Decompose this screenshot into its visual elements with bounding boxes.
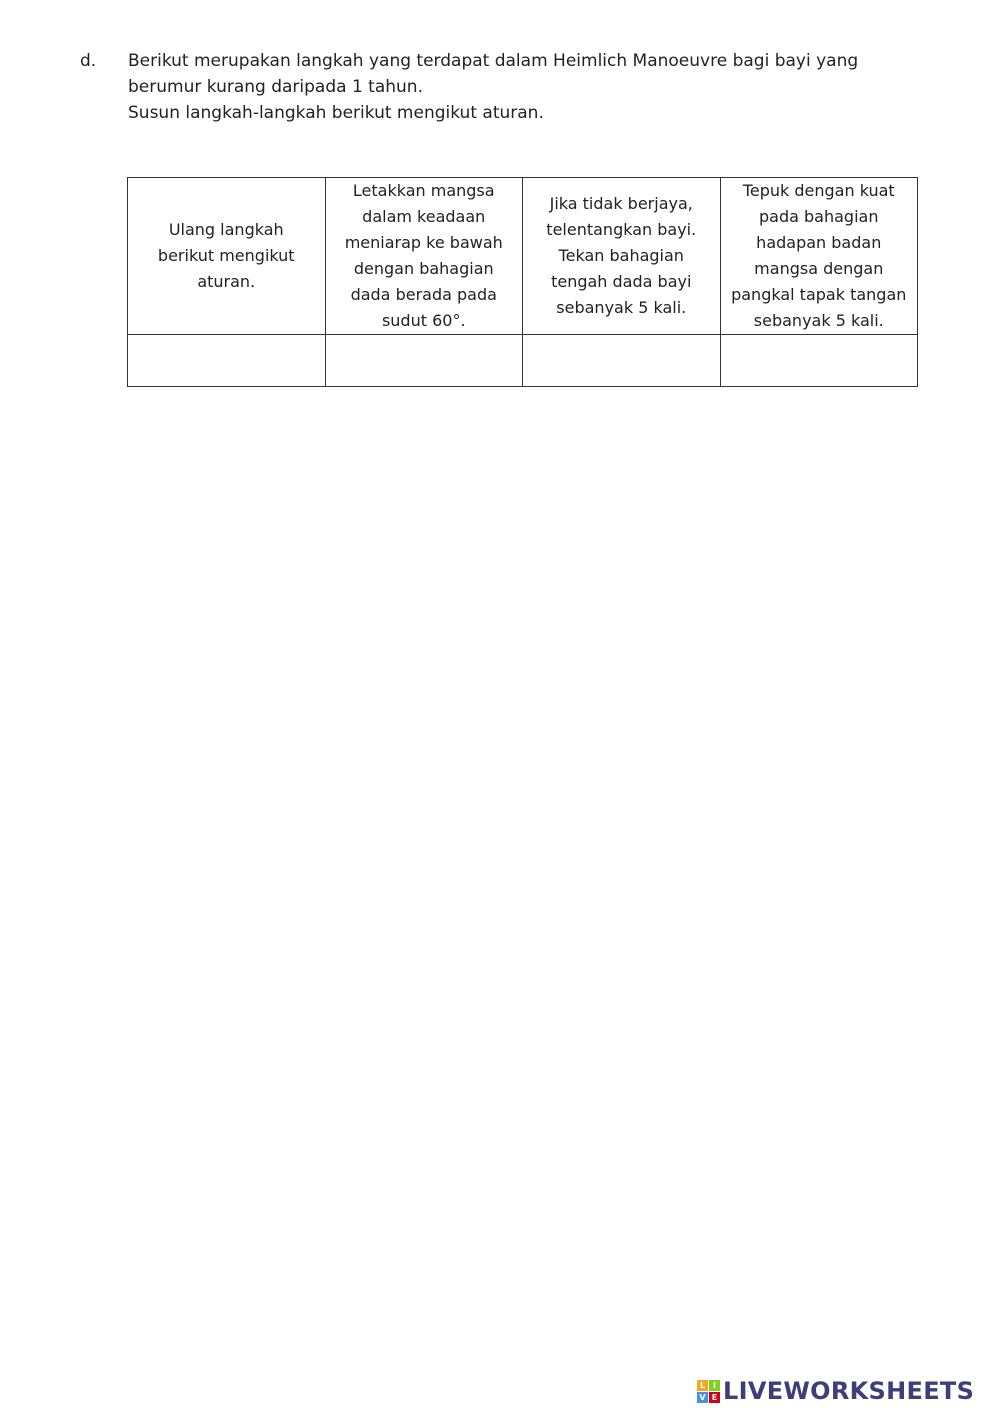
step-text-line: aturan. [197, 272, 256, 291]
step-text-line: dada berada pada [350, 285, 497, 304]
question-line: Berikut merupakan langkah yang terdapat dalam Heimlich Manoeuvre bagi bayi yang [128, 51, 859, 71]
step-text-line: pada bahagian [759, 207, 879, 226]
step-text-line: sebanyak 5 kali. [556, 298, 687, 317]
answer-cell-3 [523, 335, 721, 387]
step-text-line: tengah dada bayi [551, 272, 692, 291]
step-text-line: sudut 60°. [381, 311, 466, 330]
answer-cell-1 [128, 335, 326, 387]
step-cell-4 [720, 178, 918, 335]
steps-row [128, 178, 918, 335]
step-text-line: telentangkan bayi. [546, 220, 697, 239]
steps-table [127, 177, 918, 387]
question-line: berumur kurang daripada 1 tahun. [128, 77, 423, 97]
question-text [128, 48, 898, 126]
logo-mark-letter: E [709, 1392, 720, 1403]
step-cell-2 [325, 178, 523, 335]
step-text-line: Jika tidak berjaya, [549, 194, 693, 213]
step-cell-1 [128, 178, 326, 335]
answer-input-1[interactable] [132, 335, 321, 386]
answer-input-2[interactable] [330, 335, 519, 386]
step-text-line: Tekan bahagian [558, 246, 684, 265]
step-text-line: pangkal tapak tangan [731, 285, 907, 304]
answer-cell-4 [720, 335, 918, 387]
step-text-line: hadapan badan [756, 233, 882, 252]
step-cell-3 [523, 178, 721, 335]
answer-input-3[interactable] [527, 335, 716, 386]
logo-mark-letter: L [697, 1380, 708, 1391]
step-text-line: meniarap ke bawah [344, 233, 503, 252]
question-letter: d. [80, 51, 97, 71]
step-text-line: Tepuk dengan kuat [742, 181, 895, 200]
logo-text: LIVEWORKSHEETS [723, 1377, 975, 1405]
logo-mark-letter: V [697, 1392, 708, 1403]
step-text-line: dalam keadaan [362, 207, 486, 226]
step-text-line: berikut mengikut [157, 246, 295, 265]
answer-row [128, 335, 918, 387]
step-text-line: Ulang langkah [168, 220, 284, 239]
step-text-line: dengan bahagian [353, 259, 494, 278]
step-text-line: mangsa dengan [754, 259, 884, 278]
liveworksheets-logo [697, 1377, 974, 1405]
step-text-line: sebanyak 5 kali. [753, 311, 884, 330]
question-line: Susun langkah-langkah berikut mengikut aturan. [128, 103, 544, 123]
logo-mark-icon [697, 1380, 720, 1403]
logo-mark-letter: I [709, 1380, 720, 1391]
step-text-line: Letakkan mangsa [352, 181, 495, 200]
answer-cell-2 [325, 335, 523, 387]
answer-input-4[interactable] [725, 335, 914, 386]
